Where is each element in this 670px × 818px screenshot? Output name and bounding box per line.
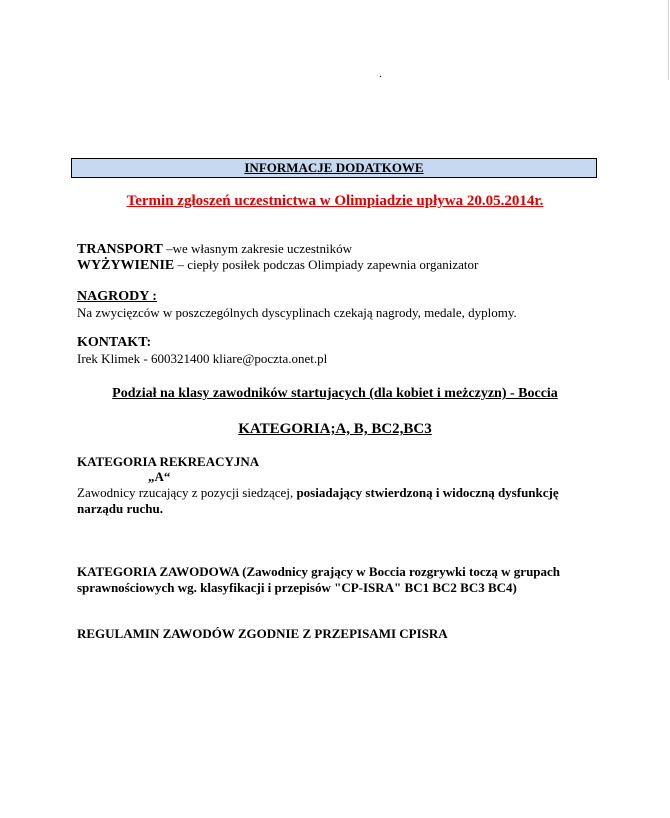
info-header-box bbox=[71, 158, 597, 178]
recreational-desc-part1: Zawodnicy rzucający z pozycji siedzącej, bbox=[77, 485, 297, 500]
food-text: – ciepły posiłek podczas Olimpiady zapewnia organizator bbox=[174, 257, 479, 272]
info-header-title: INFORMACJE DODATKOWE bbox=[244, 160, 424, 175]
recreational-desc-line1 bbox=[77, 485, 559, 501]
recreational-sub: „A“ bbox=[148, 469, 171, 484]
stray-dot: . bbox=[379, 66, 382, 80]
awards-text: Na zwycięzców w poszczególnych dyscyplinach czekają nagrody, medale, dyplomy. bbox=[77, 305, 517, 320]
transport-label: TRANSPORT bbox=[77, 242, 163, 257]
professional-line2: sprawnościowych wg. klasyfikacji i przepisów "CP-ISRA" BC1 BC2 BC3 BC4) bbox=[77, 580, 517, 595]
category-heading: KATEGORIA;A, B, BC2,BC3 bbox=[238, 421, 432, 437]
page-edge-line bbox=[668, 0, 669, 80]
transport-line bbox=[77, 241, 352, 258]
division-title: Podział na klasy zawodników startujacych (dla kobiet i meżczyzn) - Boccia bbox=[112, 386, 558, 401]
rules-line: REGULAMIN ZAWODÓW ZGODNIE Z PRZEPISAMI CPISRA bbox=[77, 626, 448, 641]
awards-label: NAGRODY : bbox=[77, 289, 157, 304]
registration-deadline: Termin zgłoszeń uczestnictwa w Olimpiadzie upływa 20.05.2014r. bbox=[126, 193, 544, 209]
contact-label: KONTAKT: bbox=[77, 335, 152, 350]
professional-line1: KATEGORIA ZAWODOWA (Zawodnicy grający w Boccia rozgrywki toczą w grupach bbox=[77, 564, 561, 579]
food-line bbox=[77, 257, 478, 274]
food-label: WYŻYWIENIE bbox=[77, 258, 175, 273]
transport-text: –we własnym zakresie uczestników bbox=[162, 241, 353, 256]
contact-text: Irek Klimek - 600321400 kliare@poczta.onet.pl bbox=[77, 351, 328, 366]
recreational-title: KATEGORIA REKREACYJNA bbox=[77, 454, 260, 469]
recreational-desc-part2: posiadający stwierdzoną i widoczną dysfunkcję bbox=[296, 485, 559, 500]
recreational-desc-line2: narządu ruchu. bbox=[77, 501, 163, 516]
